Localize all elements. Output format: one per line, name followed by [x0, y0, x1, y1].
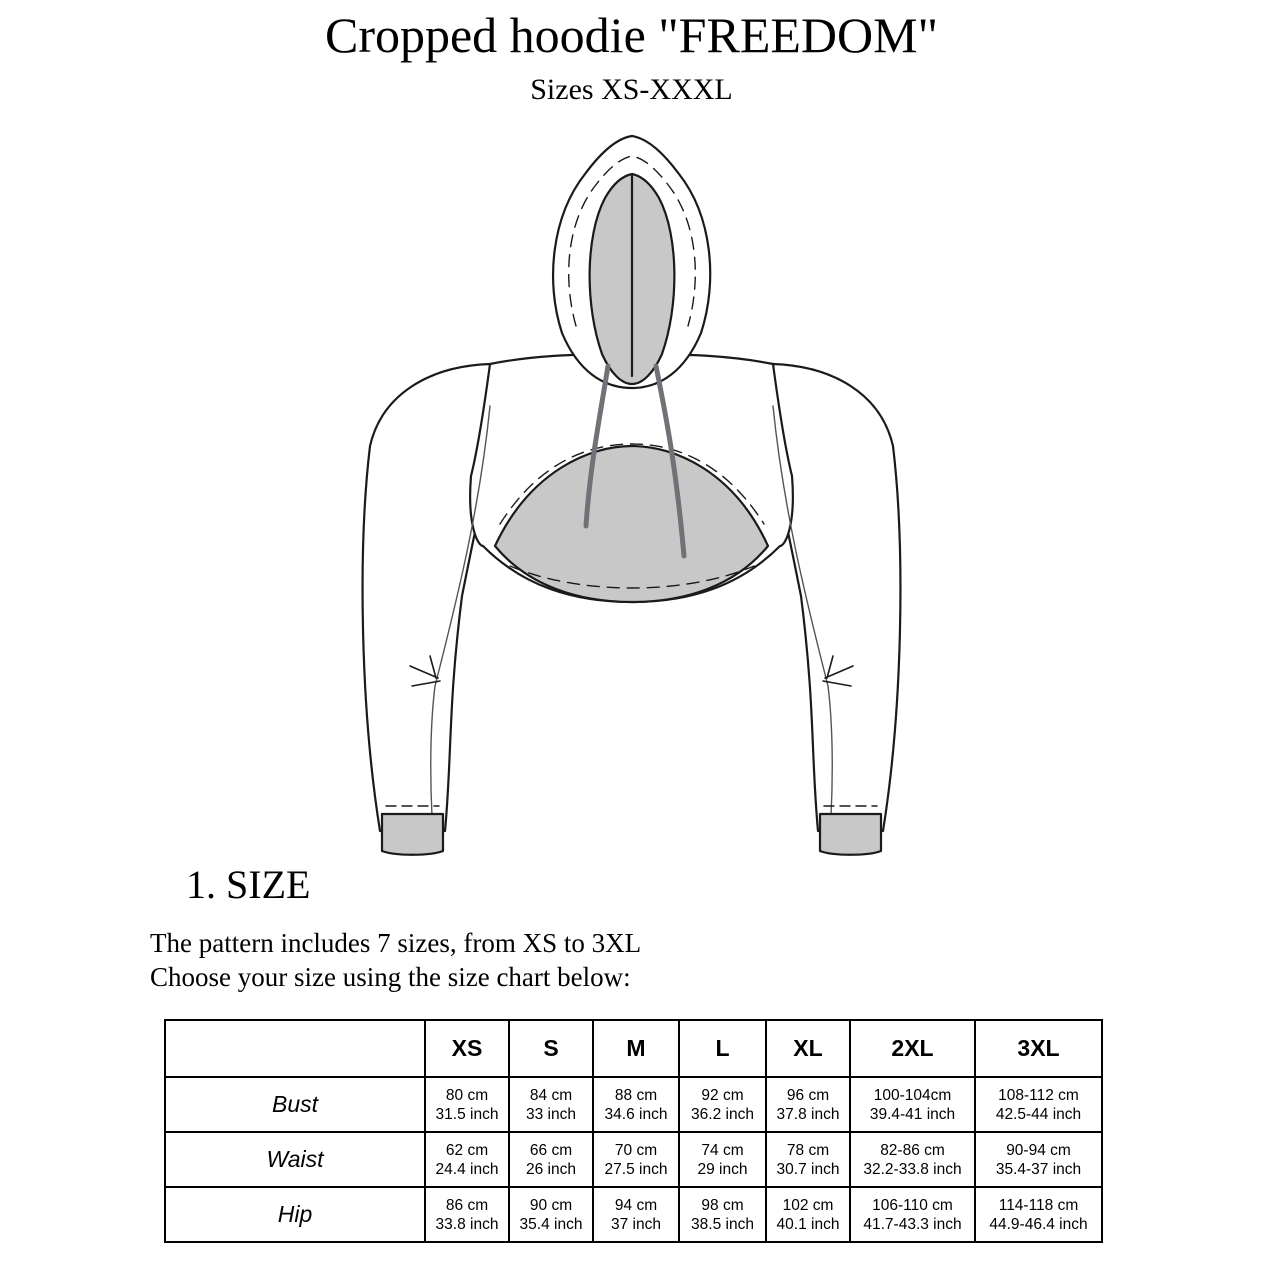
page-title: Cropped hoodie "FREEDOM": [324, 7, 938, 63]
inch-value: 24.4 inch: [435, 1160, 499, 1178]
hoodie-illustration: [340, 126, 923, 866]
inch-value: 33 inch: [526, 1105, 576, 1123]
right-sleeve: [773, 364, 900, 831]
inch-value: 35.4-37 inch: [995, 1160, 1082, 1178]
intro-text: [150, 926, 641, 994]
measure-cell: [425, 1187, 509, 1242]
measure-cell: [975, 1132, 1102, 1187]
measure-cell: [850, 1187, 975, 1242]
cm-value: 94 cm: [614, 1196, 658, 1214]
measure-cell: [593, 1077, 679, 1132]
cm-value: 88 cm: [614, 1086, 658, 1104]
measure-cell: [509, 1077, 593, 1132]
inch-value: 32.2-33.8 inch: [863, 1160, 962, 1178]
inch-value: 38.5 inch: [691, 1215, 754, 1233]
corner-cell: [165, 1020, 425, 1077]
cm-value: 78 cm: [786, 1141, 830, 1159]
row-label: Waist: [165, 1132, 425, 1187]
measure-cell: [850, 1132, 975, 1187]
measure-cell: [766, 1187, 850, 1242]
measure-cell: [766, 1077, 850, 1132]
right-cuff: [820, 814, 881, 855]
measure-cell: [975, 1077, 1102, 1132]
measure-cell: [593, 1132, 679, 1187]
left-sleeve: [363, 364, 490, 831]
measure-cell: [850, 1077, 975, 1132]
inch-value: 40.1 inch: [776, 1215, 840, 1233]
cm-value: 82-86 cm: [880, 1141, 945, 1159]
inch-value: 37 inch: [611, 1215, 661, 1233]
inch-value: 42.5-44 inch: [995, 1105, 1082, 1123]
cm-value: 114-118 cm: [998, 1196, 1079, 1214]
measure-cell: [509, 1132, 593, 1187]
inch-value: 44.9-46.4 inch: [989, 1215, 1088, 1233]
size-header: 3XL: [975, 1020, 1102, 1077]
cm-value: 62 cm: [445, 1141, 489, 1159]
measure-cell: [593, 1187, 679, 1242]
measure-cell: [766, 1132, 850, 1187]
inch-value: 36.2 inch: [691, 1105, 754, 1123]
cm-value: 108-112 cm: [998, 1086, 1079, 1104]
cm-value: 74 cm: [701, 1141, 744, 1159]
inch-value: 31.5 inch: [435, 1105, 499, 1123]
cm-value: 96 cm: [786, 1086, 830, 1104]
size-header: XS: [425, 1020, 509, 1077]
inch-value: 34.6 inch: [604, 1105, 668, 1123]
inch-value: 35.4 inch: [519, 1215, 583, 1233]
cm-value: 102 cm: [782, 1196, 834, 1214]
inch-value: 30.7 inch: [776, 1160, 840, 1178]
cm-value: 70 cm: [614, 1141, 658, 1159]
size-header-row: [165, 1020, 1102, 1077]
left-cuff: [382, 814, 443, 855]
cm-value: 98 cm: [701, 1196, 744, 1214]
size-header: M: [593, 1020, 679, 1077]
measure-cell: [679, 1077, 766, 1132]
inch-value: 41.7-43.3 inch: [863, 1215, 962, 1233]
inch-value: 29 inch: [697, 1160, 748, 1178]
cm-value: 86 cm: [445, 1196, 489, 1214]
inch-value: 26 inch: [526, 1160, 576, 1178]
page-subtitle: Sizes XS-XXXL: [530, 73, 733, 106]
table-row: [165, 1132, 1102, 1187]
inch-value: 37.8 inch: [776, 1105, 840, 1123]
measure-cell: [425, 1132, 509, 1187]
measure-cell: [975, 1187, 1102, 1242]
measure-cell: [679, 1187, 766, 1242]
cm-value: 84 cm: [529, 1086, 573, 1104]
table-row: [165, 1077, 1102, 1132]
size-header: XL: [766, 1020, 850, 1077]
cm-value: 106-110 cm: [872, 1196, 953, 1214]
measure-cell: [679, 1132, 766, 1187]
size-header: S: [509, 1020, 593, 1077]
cm-value: 90 cm: [529, 1196, 573, 1214]
measure-cell: [425, 1077, 509, 1132]
size-header: 2XL: [850, 1020, 975, 1077]
inch-value: 33.8 inch: [435, 1215, 499, 1233]
inch-value: 39.4-41 inch: [869, 1105, 956, 1123]
cm-value: 92 cm: [701, 1086, 744, 1104]
intro-line-1: The pattern includes 7 sizes, from XS to 3XL: [150, 928, 642, 958]
intro-line-2: Choose your size using the size chart below:: [150, 962, 631, 992]
size-header: L: [679, 1020, 766, 1077]
inch-value: 27.5 inch: [604, 1160, 668, 1178]
section-heading: 1. SIZE: [186, 862, 311, 907]
row-label: Bust: [165, 1077, 425, 1132]
row-label: Hip: [165, 1187, 425, 1242]
table-row: [165, 1187, 1102, 1242]
measure-cell: [509, 1187, 593, 1242]
cm-value: 66 cm: [529, 1141, 573, 1159]
cm-value: 100-104cm: [873, 1086, 952, 1104]
cm-value: 90-94 cm: [1006, 1141, 1071, 1159]
cm-value: 80 cm: [445, 1086, 489, 1104]
size-chart-table: [164, 1019, 1103, 1243]
